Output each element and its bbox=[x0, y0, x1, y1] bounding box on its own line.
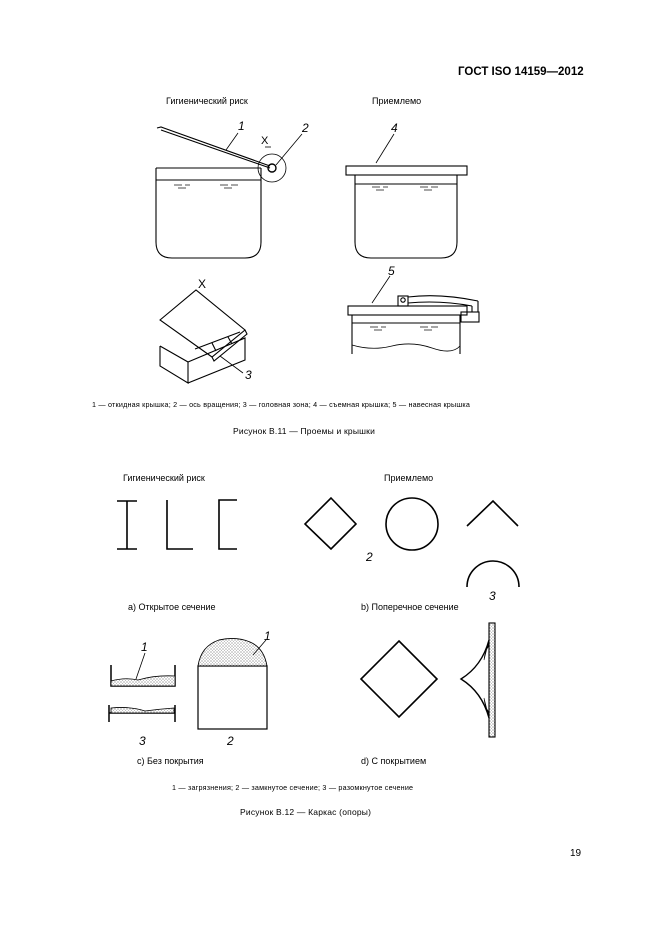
fig11-caption: Рисунок В.11 — Проемы и крышки bbox=[233, 426, 376, 436]
fig12-with-coating bbox=[361, 623, 495, 737]
fig11-callout-1: 1 bbox=[238, 119, 245, 133]
fig12-without-coating bbox=[109, 638, 267, 729]
fig12-num-dirt-right: 1 bbox=[264, 629, 271, 643]
fig11-callout-3: 3 bbox=[245, 368, 252, 382]
document-header: ГОСТ ISO 14159—2012 bbox=[458, 66, 584, 78]
fig12-sub-a: a) Открытое сечение bbox=[128, 602, 216, 612]
fig11-hinged-container bbox=[156, 127, 302, 258]
fig11-left-title: Гигиенический риск bbox=[166, 96, 248, 106]
page-number: 19 bbox=[570, 848, 582, 859]
fig12-cross-sections bbox=[305, 498, 519, 587]
fig12-legend: 1 — загрязнения; 2 — замкнутое сечение; 3 — разомкнутое сечение bbox=[172, 783, 414, 792]
fig11-callout-4: 4 bbox=[391, 121, 398, 135]
fig11-marker-x-top: X bbox=[261, 135, 269, 147]
fig12-sub-b: b) Поперечное сечение bbox=[361, 602, 459, 612]
fig12-num-open-c3: 3 bbox=[139, 734, 146, 748]
fig12-open-sections bbox=[117, 500, 237, 549]
fig12-sub-d: d) С покрытием bbox=[361, 756, 427, 766]
fig11-right-title: Приемлемо bbox=[372, 96, 422, 106]
fig12-num-closed-2: 2 bbox=[366, 550, 373, 564]
fig11-marker-x-detail: X bbox=[198, 277, 207, 291]
fig12-num-closed-c2: 2 bbox=[227, 734, 234, 748]
fig11-removable-lid-container bbox=[346, 134, 467, 258]
fig11-callout-2: 2 bbox=[302, 121, 309, 135]
fig12-num-open-3: 3 bbox=[489, 589, 496, 603]
fig12-right-title: Приемлемо bbox=[384, 473, 434, 483]
fig11-hinged-acceptable bbox=[348, 276, 479, 354]
fig11-callout-5: 5 bbox=[388, 264, 395, 278]
fig11-legend: 1 — откидная крышка; 2 — ось вращения; 3 — головная зона; 4 — съемная крышка; 5 — навесная крышка bbox=[92, 400, 471, 409]
fig12-sub-c: c) Без покрытия bbox=[137, 756, 204, 766]
fig12-caption: Рисунок В.12 — Каркас (опоры) bbox=[240, 807, 372, 817]
fig11-detail-x bbox=[160, 290, 247, 383]
fig12-left-title: Гигиенический риск bbox=[123, 473, 205, 483]
fig12-num-dirt-left: 1 bbox=[141, 640, 148, 654]
